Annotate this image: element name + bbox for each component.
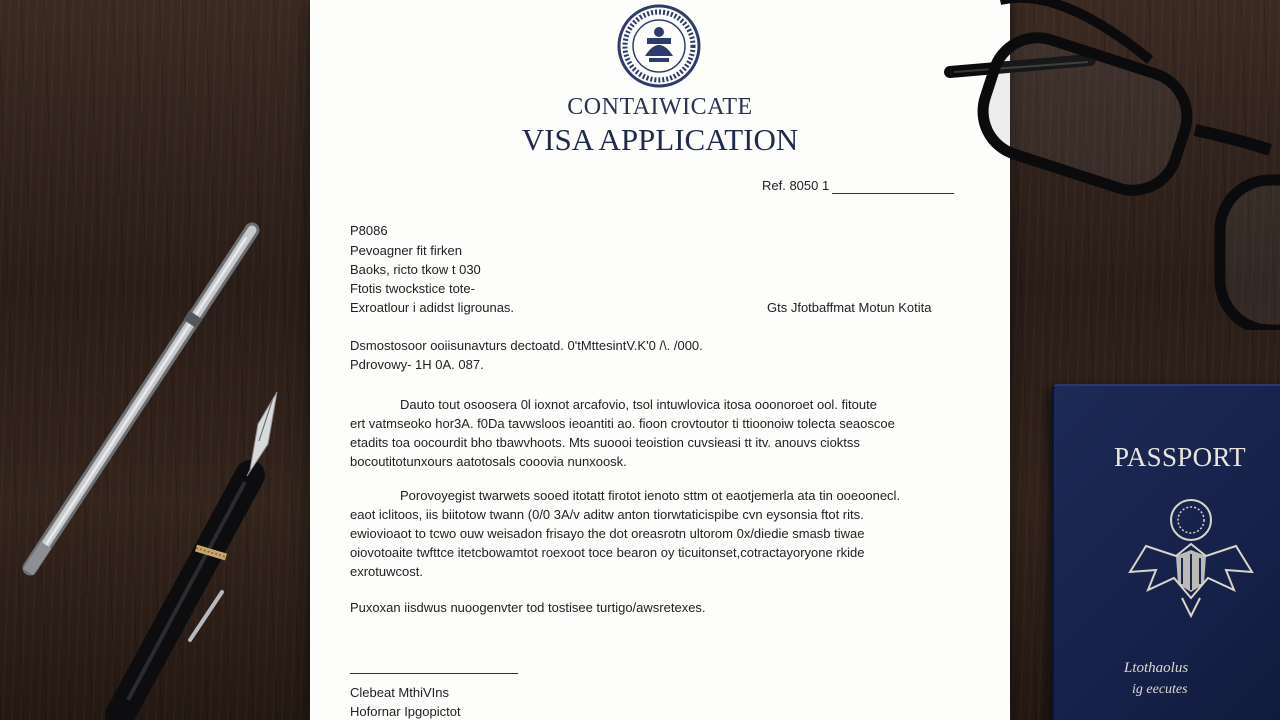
sender-line: Ftotis twockstice tote- <box>350 281 475 296</box>
signature-title: Hofornar Ipgopictot <box>350 704 461 719</box>
signature-line <box>350 673 518 674</box>
eyeglasses-icon <box>940 0 1280 330</box>
passport-subtitle-2: ig eecutes <box>1132 682 1188 697</box>
paragraph-line: exrotuwcost. <box>350 564 423 579</box>
document-heading-small: CONTAIWICATE <box>567 94 753 120</box>
paragraph-line: oiovotoaite twfttce itetcbowamtot roexoot toce bearon oy ticuitonset,cotractayoryone rkide <box>350 545 865 560</box>
sender-line: Baoks, ricto tkow t 030 <box>350 262 481 277</box>
paragraph-line: bocoutitotunxours aatotosals cooovia nunxoosk. <box>350 454 627 469</box>
subject-line: Pdrovowy- 1H 0A. 087. <box>350 357 484 372</box>
visa-application-document <box>310 0 1010 720</box>
signature-name: Clebeat MthiVIns <box>350 685 449 700</box>
embassy-seal-icon <box>617 4 701 88</box>
recipient-line: Gts Jfotbaffmat Motun Kotita <box>767 300 932 315</box>
sender-line: Exroatlour i adidst ligrounas. <box>350 300 515 315</box>
paragraph-line: Porovoyegist twarwets sooed itotatt firotot ienoto sttm ot eaotjemerla ata tin ooeoonecl. <box>400 488 901 503</box>
eagle-emblem-icon <box>1126 494 1256 624</box>
body-paragraph-1 <box>350 395 895 471</box>
paragraph-line: ewiovioaot to tcwo ouw weisadon frisayo the dot oreasrotn ultorom 0x/diedie smasb tiwae <box>350 526 865 541</box>
reference-underline <box>832 193 954 194</box>
passport-subtitle: Ltothaolus <box>1124 660 1189 676</box>
fountain-pen-icon <box>120 392 277 715</box>
reference-number: Ref. 8050 1 <box>762 178 830 193</box>
body-paragraph-2 <box>350 486 900 581</box>
paragraph-line: eaot iclitoos, iis biitotow twann (0/0 3A/v aditw anton tiorwtaticispibe cvn eysonsia ftot rits. <box>350 507 864 522</box>
paragraph-line: etadits toa oocourdit bho tbawvhoots. Mts suoooi teoistion cuvsieasi tt itv. anouvs cioktss <box>350 435 860 450</box>
document-heading: VISA APPLICATION <box>521 122 799 157</box>
sender-line: P8086 <box>350 223 388 238</box>
closing-line: Puxoxan iisdwus nuoogenvter tod tostisee turtigo/awsretexes. <box>350 600 706 615</box>
passport <box>1052 384 1280 720</box>
sender-line: Pevoagner fit firken <box>350 243 463 258</box>
paragraph-line: Dauto tout osoosera 0l ioxnot arcafovio, tsol intuwlovica itosa ooonoroet ool. fitoute <box>400 397 877 412</box>
pens-group <box>0 0 310 720</box>
subject-line: Dsmostosoor ooiisunavturs dectoatd. 0'tMttesintV.K'0 /\. /000. <box>350 338 703 353</box>
paragraph-line: ert vatmseoko hor3A. f0Da tavwsloos ieoantiti ao. fioon crovtoutor ti ttioonoiw tolecta seaoscoe <box>350 416 895 431</box>
passport-title: PASSPORT <box>1114 442 1246 472</box>
